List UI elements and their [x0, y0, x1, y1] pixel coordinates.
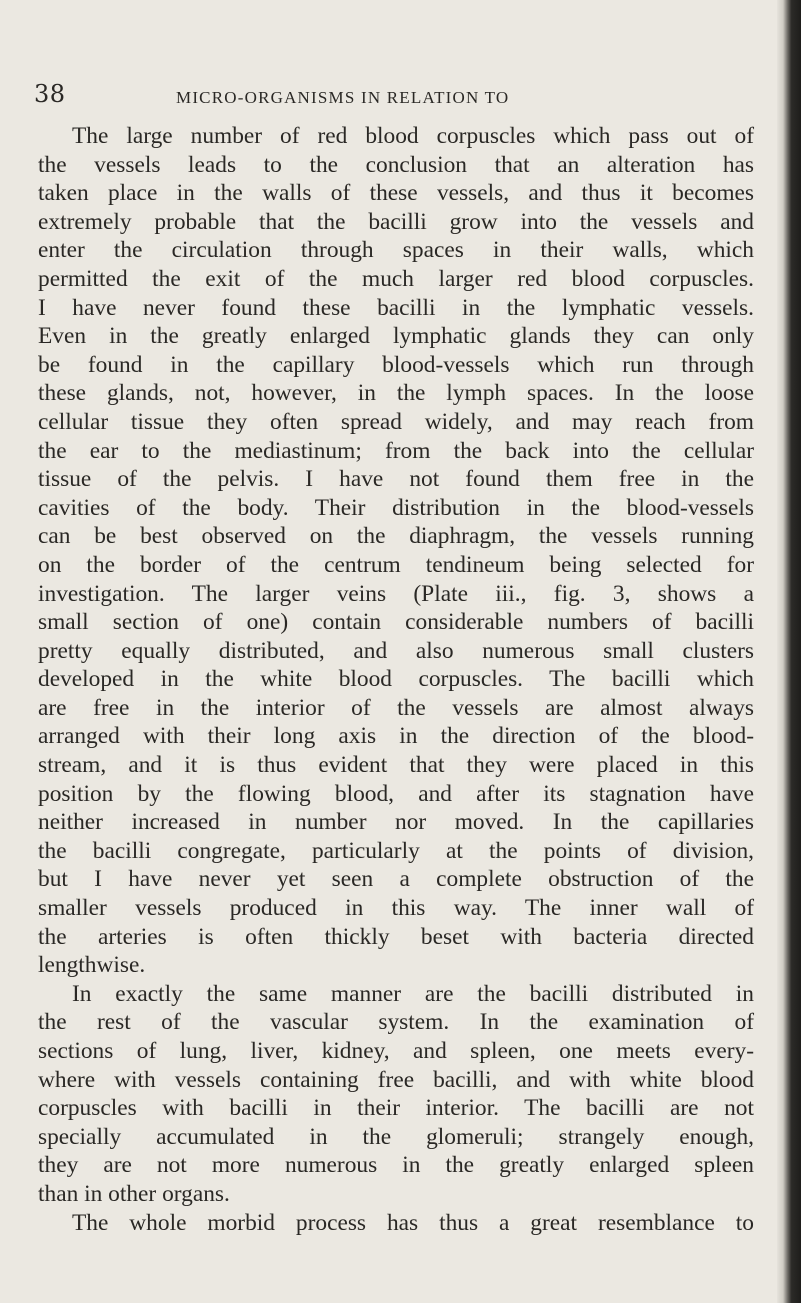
text-line: corpuscles with bacilli in their interior. The bacilli are not [38, 1095, 754, 1122]
text-line: the vessels leads to the conclusion that an alteration has [38, 151, 754, 178]
page-edge-shadow [777, 0, 801, 1303]
page-number: 38 [34, 80, 66, 108]
text-line: In exactly the same manner are the bacilli distributed in [72, 980, 754, 1007]
text-line: small section of one) contain considerable numbers of bacilli [38, 609, 754, 636]
text-line: the bacilli congregate, particularly at the points of division, [38, 837, 754, 864]
text-line: on the border of the centrum tendineum being selected for [38, 551, 754, 578]
text-line: but I have never yet seen a complete obstruction of the [38, 866, 754, 893]
text-line: can be best observed on the diaphragm, the vessels running [38, 523, 754, 550]
text-line: pretty equally distributed, and also numerous small clusters [38, 637, 754, 664]
text-line: cellular tissue they often spread widely, and may reach from [38, 408, 754, 435]
text-line: the arteries is often thickly beset with bacteria directed [38, 923, 754, 950]
text-line: enter the circulation through spaces in their walls, which [38, 237, 754, 264]
text-line: the rest of the vascular system. In the examination of [38, 1009, 754, 1036]
text-line: be found in the capillary blood-vessels which run through [38, 351, 754, 378]
text-line: specially accumulated in the glomeruli; strangely enough, [38, 1123, 754, 1150]
text-line: extremely probable that the bacilli grow into the vessels and [38, 208, 754, 235]
text-line: position by the flowing blood, and after its stagnation have [38, 780, 754, 807]
text-line: tissue of the pelvis. I have not found them free in the [38, 466, 754, 493]
text-line: are free in the interior of the vessels are almost always [38, 694, 754, 721]
text-line: smaller vessels produced in this way. The inner wall of [38, 895, 754, 922]
text-line: they are not more numerous in the greatly enlarged spleen [38, 1152, 754, 1179]
text-line: taken place in the walls of these vessels, and thus it becomes [38, 180, 754, 207]
text-line: Even in the greatly enlarged lymphatic glands they can only [38, 323, 754, 350]
text-line: investigation. The larger veins (Plate iii., fig. 3, shows a [38, 580, 754, 607]
text-line: cavities of the body. Their distribution in the blood-vessels [38, 494, 754, 521]
text-line: stream, and it is thus evident that they were placed in this [38, 752, 754, 779]
running-head: MICRO-ORGANISMS IN RELATION TO [176, 88, 510, 107]
text-line: lengthwise. [38, 952, 146, 979]
body-text [38, 122, 754, 1237]
text-line: The large number of red blood corpuscles which pass out of [72, 123, 754, 149]
text-line: sections of lung, liver, kidney, and spleen, one meets every- [38, 1038, 754, 1064]
text-line: I have never found these bacilli in the lymphatic vessels. [38, 294, 754, 321]
text-line: neither increased in number nor moved. In the capillaries [38, 809, 754, 836]
text-line: The whole morbid process has thus a great resemblance to [72, 1209, 754, 1236]
text-line: permitted the exit of the much larger red blood corpuscles. [38, 265, 754, 292]
text-line: arranged with their long axis in the direction of the blood- [38, 723, 754, 750]
text-line: these glands, not, however, in the lymph spaces. In the loose [38, 380, 754, 407]
text-line: where with vessels containing free bacilli, and with white blood [38, 1066, 754, 1093]
text-line: the ear to the mediastinum; from the back into the cellular [38, 437, 754, 464]
text-line: developed in the white blood corpuscles. The bacilli which [38, 666, 754, 693]
text-line: than in other organs. [38, 1180, 230, 1207]
